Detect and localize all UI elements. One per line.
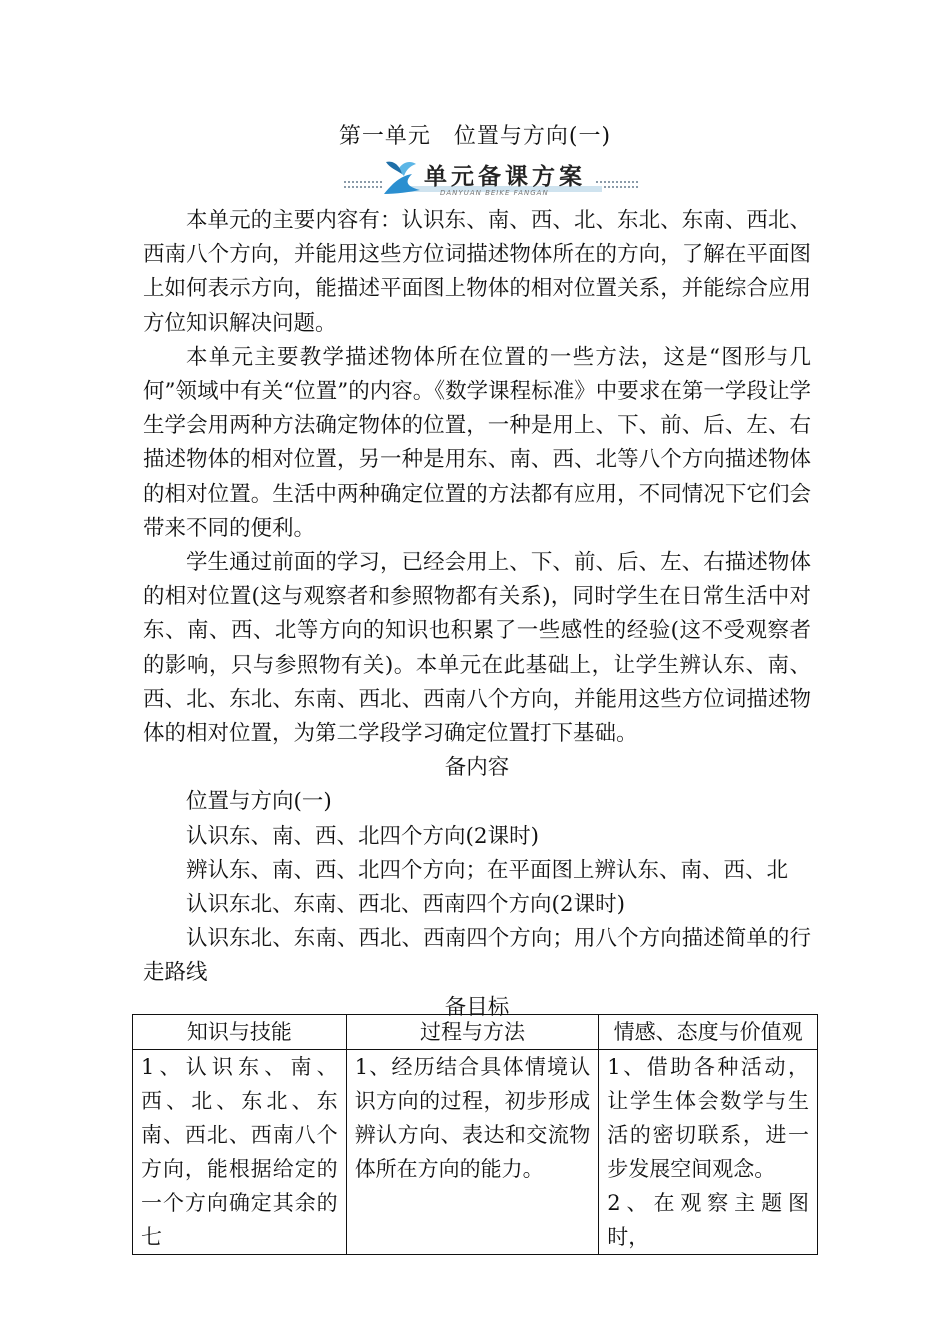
table-header-row	[133, 1015, 818, 1050]
paragraph: 学生通过前面的学习，已经会用上、下、前、后、左、右描述物体的相对位置(这与观察者和参照物都有关系)，同时学生在日常生活中对东、南、西、北等方向的知识也积累了一些感性的经验(这不受观察者的影响，只与参照物有关)。本单元在此基础上，让学生辨认东、南、西、北、东北、东南、西北、西南八个方向，并能用这些方位词描述物体的相对位置，为第二学段学习确定位置打下基础。	[143, 550, 811, 747]
goals-table	[132, 1014, 818, 1255]
table-cell: 1、经历结合具体情境认识方向的过程，初步形成辨认方向、表达和交流物体所在方向的能力。	[346, 1050, 599, 1255]
banner-subtitle: DANYUAN BEIKE FANGAN	[440, 189, 549, 197]
banner-label: 单元备课方案	[424, 164, 586, 190]
column-header: 知识与技能	[133, 1015, 347, 1050]
section-banner	[340, 154, 640, 202]
content-heading: 备内容	[444, 755, 510, 781]
goals-heading: 备目标	[444, 994, 510, 1020]
column-header: 过程与方法	[346, 1015, 599, 1050]
content-line: 认识东北、东南、西北、西南四个方向；用八个方向描述简单的行走路线	[143, 926, 811, 986]
document-body	[143, 204, 811, 1025]
column-header: 情感、态度与价值观	[599, 1015, 818, 1050]
bird-logo-icon	[384, 162, 420, 194]
paragraph: 本单元的主要内容有：认识东、南、西、北、东北、东南、西北、西南八个方向，并能用这些方位词描述物体所在的方向，了解在平面图上如何表示方向，能描述平面图上物体的相对位置关系，并能综合应用方位知识解决问题。	[143, 208, 811, 336]
unit-title: 第一单元 位置与方向(一)	[338, 124, 612, 149]
content-line: 位置与方向(一)	[186, 789, 332, 815]
table-row	[133, 1050, 818, 1255]
content-line: 认识东、南、西、北四个方向(2课时)	[186, 823, 539, 849]
table-cell: 1、借助各种活动，让学生体会数学与生活的密切联系，进一步发展空间观念。 2、在观察主题图时，	[599, 1050, 818, 1255]
content-line: 辨认东、南、西、北四个方向；在平面图上辨认东、南、西、北	[186, 857, 789, 883]
paragraph: 本单元主要教学描述物体所在位置的一些方法，这是“图形与几何”领域中有关“位置”的内容。《数学课程标准》中要求在第一学段让学生学会用两种方法确定物体的位置，一种是用上、下、前、后、左、右描述物体的相对位置，另一种是用东、南、西、北等八个方向描述物体的相对位置。生活中两种确定位置的方法都有应用，不同情况下它们会带来不同的便利。	[143, 344, 811, 541]
table-cell: 1、认识东、南、西、北、东北、东南、西北、西南八个方向，能根据给定的一个方向确定其余的七	[133, 1050, 347, 1255]
content-line: 认识东北、东南、西北、西南四个方向(2课时)	[186, 892, 625, 918]
